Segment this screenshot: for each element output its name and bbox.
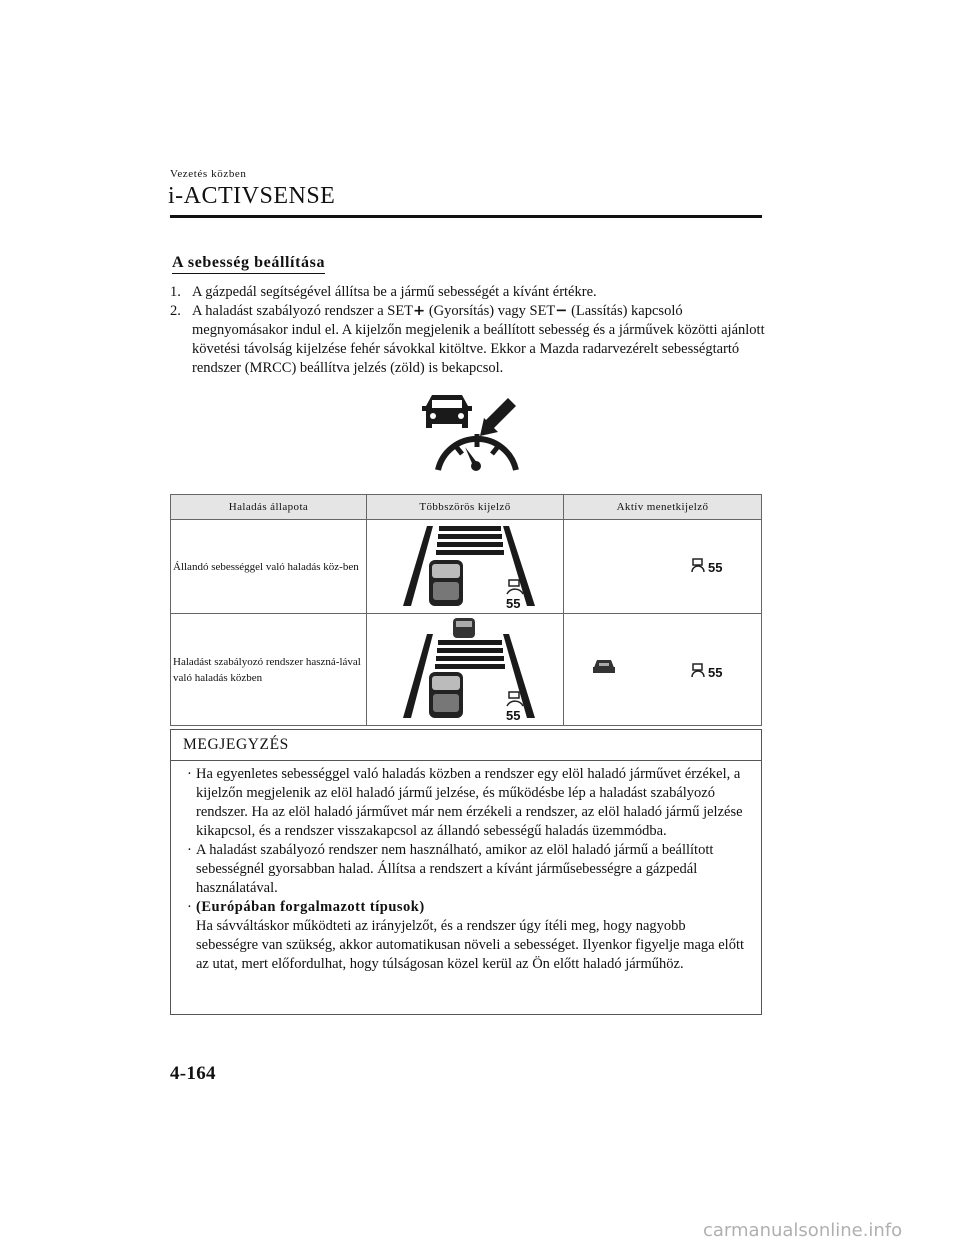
column-header: Aktív menetkijelző bbox=[564, 495, 762, 520]
note-item bbox=[187, 898, 751, 974]
multi-display-graphic bbox=[367, 520, 563, 610]
step-text: A gázpedál segítségével állítsa be a jármű sebességét a kívánt értékre. bbox=[192, 284, 597, 300]
table-row bbox=[171, 614, 762, 726]
multi-display-cell bbox=[367, 520, 564, 614]
bullet: · bbox=[187, 842, 192, 858]
step-number: 1. bbox=[170, 284, 181, 300]
bullet: · bbox=[187, 899, 192, 915]
note-box bbox=[170, 729, 762, 1015]
table-header-row bbox=[171, 495, 762, 520]
active-display-graphic bbox=[564, 614, 760, 722]
state-cell: Haladást szabályozó rendszer haszná-lával való haladás közben bbox=[171, 614, 367, 726]
plus-symbol: + bbox=[413, 303, 426, 319]
active-display-graphic bbox=[564, 520, 760, 610]
own-car-icon bbox=[429, 560, 463, 606]
active-display-cell bbox=[564, 520, 762, 614]
step-text-part: (Gyorsítás) vagy SET bbox=[425, 303, 556, 319]
multi-display-graphic bbox=[367, 614, 563, 722]
page-number: 4-164 bbox=[170, 1063, 216, 1084]
chapter-title: i-ACTIVSENSE bbox=[168, 183, 336, 209]
multi-display-cell bbox=[367, 614, 564, 726]
step-number: 2. bbox=[170, 303, 181, 319]
watermark: carmanualsonline.info bbox=[703, 1220, 903, 1241]
set-speed: 55 bbox=[708, 560, 723, 575]
step-text bbox=[192, 302, 770, 378]
column-header: Többszörös kijelző bbox=[367, 495, 564, 520]
set-speed: 55 bbox=[506, 596, 521, 610]
set-speed: 55 bbox=[708, 665, 723, 680]
active-display-cell bbox=[564, 614, 762, 726]
note-item-heading: (Európában forgalmazott típusok) bbox=[196, 899, 425, 915]
note-item bbox=[187, 765, 751, 841]
step-text-part: (Lassítás) kapcsoló megnyomásakor indul el. A kijelzőn megjelenik a beállított sebesség és a járművek közötti ajánlott követési távolság kijelzése fehér sávokkal kitöltve. Ekkor a Mazda radarvezérelt sebességtartó rendszer (MRCC) beállítva jelzés (zöld) is bekapcsol. bbox=[192, 303, 765, 376]
steps-list bbox=[170, 283, 770, 378]
bullet: · bbox=[187, 766, 192, 782]
mrcc-small-icon bbox=[692, 664, 704, 677]
column-header: Haladás állapota bbox=[171, 495, 367, 520]
note-item bbox=[187, 841, 751, 898]
note-text: Ha sávváltáskor működteti az irányjelzőt, és a rendszer úgy ítéli meg, hogy nagyobb sebességre van szükség, akkor automatikusan növeli a sebességet. Ilyenkor figyelje maga előtt az utat, mert előfordulhat, hogy túlságosan közel kerül az Ön előtt haladó járműhöz. bbox=[196, 918, 745, 972]
minus-symbol: − bbox=[555, 303, 568, 319]
note-title: MEGJEGYZÉS bbox=[171, 730, 761, 761]
vehicle-ahead-icon bbox=[453, 618, 475, 638]
note-text: A haladást szabályozó rendszer nem használható, amikor az elöl haladó jármű a beállított sebességnél gyorsabban halad. Állítsa a rendszert a kívánt járműsebességre a gázpedál használatával. bbox=[196, 842, 714, 896]
state-cell: Állandó sebességgel való haladás köz-ben bbox=[171, 520, 367, 614]
mrcc-set-icon bbox=[418, 392, 530, 474]
note-text: Ha egyenletes sebességgel való haladás közben a rendszer egy elöl haladó járművet érzékel, a kijelzőn megjelenik az elöl haladó jármű jelzése, és működésbe lép a haladást szabályozó rendszer. Ha az elöl haladó járművet már nem érzékeli a rendszer, az elöl haladó jármű jelzése kikapcsol, és a rendszer visszakapcsol az állandó sebességű haladás üzemmódba. bbox=[196, 766, 743, 839]
vehicle-ahead-icon bbox=[593, 660, 615, 673]
header-rule bbox=[170, 215, 762, 218]
subheading: A sebesség beállítása bbox=[172, 254, 325, 274]
note-list bbox=[171, 761, 761, 974]
status-table bbox=[170, 494, 762, 726]
section-label: Vezetés közben bbox=[170, 168, 247, 180]
step-text-part: A haladást szabályozó rendszer a SET bbox=[192, 303, 414, 319]
table-row bbox=[171, 520, 762, 614]
set-speed: 55 bbox=[506, 708, 521, 722]
step-1 bbox=[170, 283, 770, 302]
mrcc-small-icon bbox=[692, 559, 704, 572]
step-2 bbox=[170, 302, 770, 378]
own-car-icon bbox=[429, 672, 463, 718]
